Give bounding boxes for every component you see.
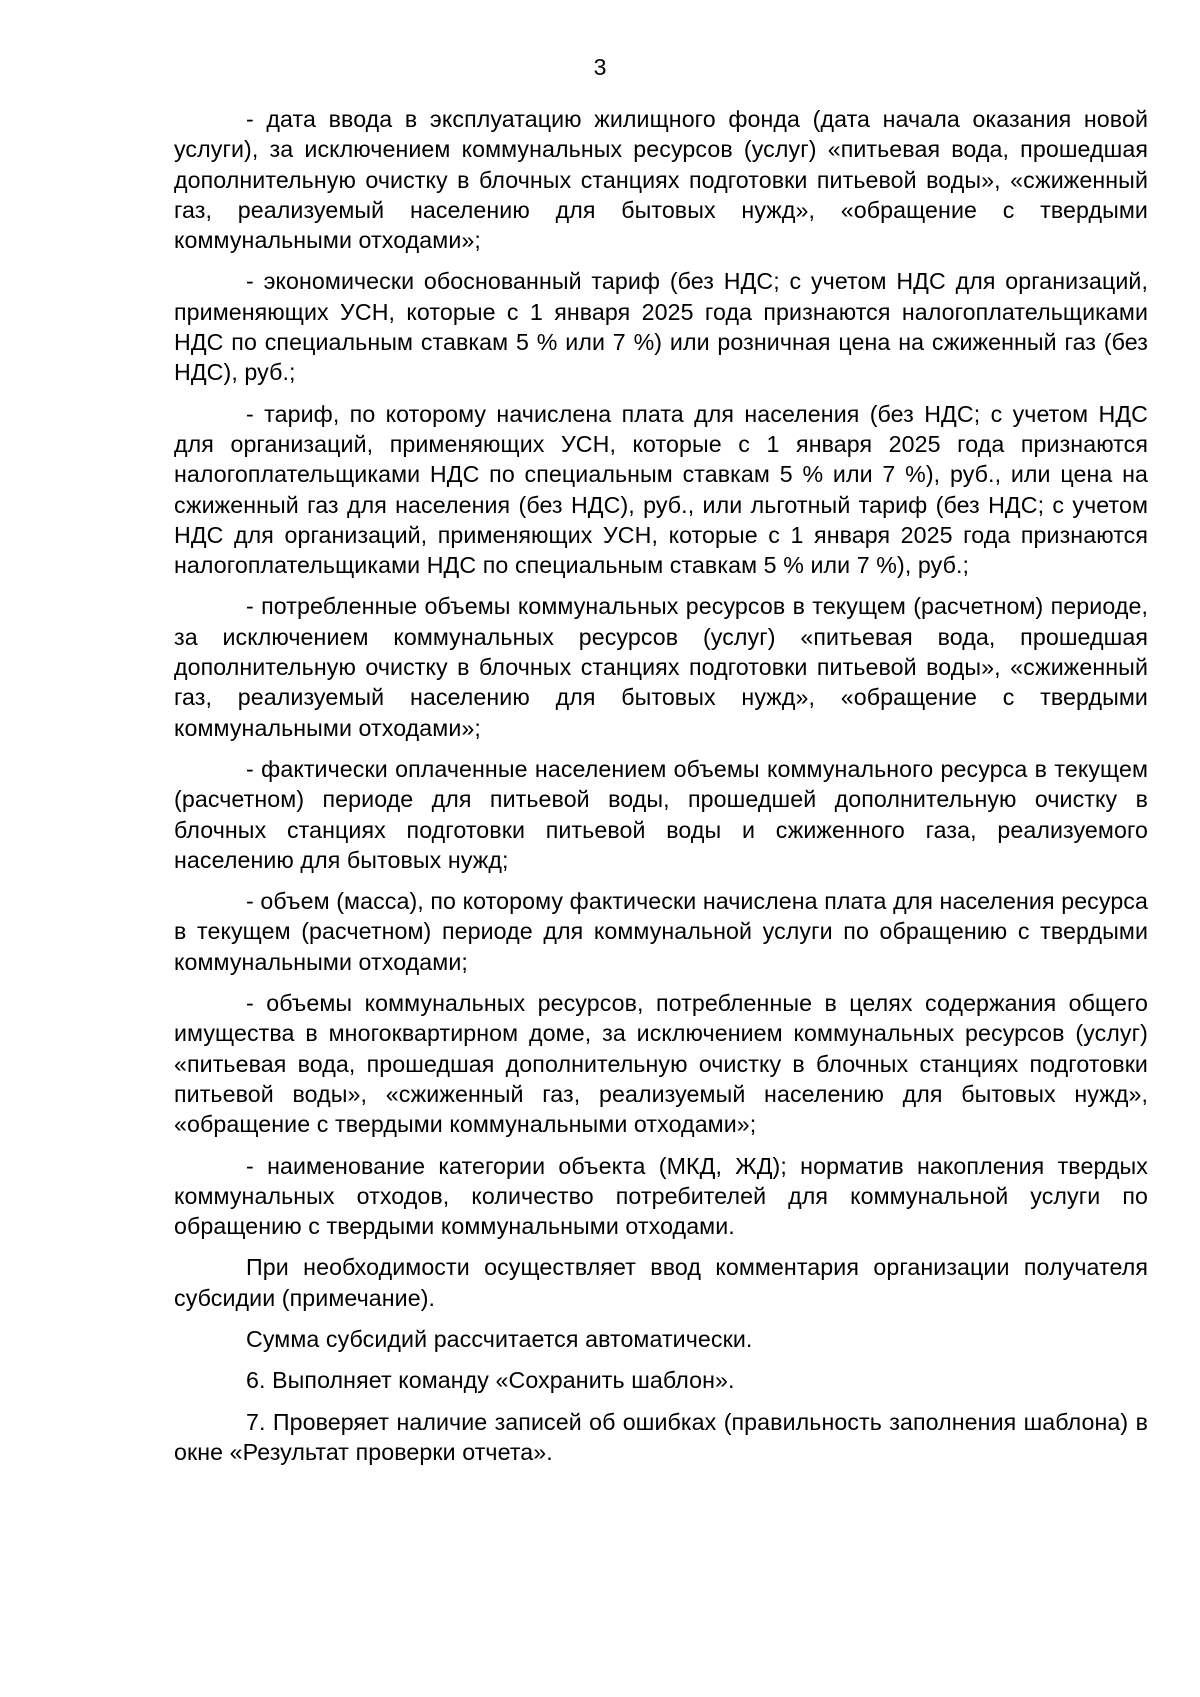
- paragraph-paid-volumes: - фактически оплаченные населением объемы коммунального ресурса в текущем (расчетном) периоде для питьевой воды, прошедшей дополнительную очистку в блочных станциях подготовки питьевой воды и сжиженного газа, реализуемого населению для бытовых нужд;: [174, 755, 1148, 873]
- document-body: [174, 104, 1148, 1478]
- paragraph-comment-input: При необходимости осуществляет ввод комментария организации получателя субсидии (примечание).: [174, 1254, 1148, 1311]
- paragraph-population-tariff: - тариф, по которому начислена плата для населения (без НДС; с учетом НДС для организаций, применяющих УСН, которые с 1 января 2025 года признаются налогоплательщиками НДС по специальным ставкам 5 % или 7 %), руб., или цена на сжиженный газ для населения (без НДС), руб., или льготный тариф (без НДС; с учетом НДС для организаций, применяющих УСН, которые с 1 января 2025 года признаются налогоплательщиками НДС по специальным ставкам 5 % или 7 %), руб.;: [174, 400, 1148, 579]
- paragraph-economic-tariff: - экономически обоснованный тариф (без НДС; с учетом НДС для организаций, применяющих УСН, которые с 1 января 2025 года признаются налогоплательщиками НДС по специальным ставкам 5 % или 7 %) или розничная цена на сжиженный газ (без НДС), руб.;: [174, 268, 1148, 386]
- paragraph-subsidy-sum: Сумма субсидий рассчитается автоматически.: [246, 1325, 753, 1352]
- paragraph-object-category: - наименование категории объекта (МКД, ЖД); норматив накопления твердых коммунальных отходов, количество потребителей для коммунальной услуги по обращению с твердыми коммунальными отходами.: [174, 1152, 1148, 1240]
- paragraph-waste-volume: - объем (масса), по которому фактически начислена плата для населения ресурса в текущем (расчетном) периоде для коммунальной услуги по обращению с твердыми коммунальными отходами;: [174, 888, 1148, 975]
- page-number: 3: [593, 54, 607, 80]
- paragraph-common-property-volumes: - объемы коммунальных ресурсов, потребленные в целях содержания общего имущества в многоквартирном доме, за исключением коммунальных ресурсов (услуг) «питьевая вода, прошедшая дополнительную очистку в блочных станциях подготовки питьевой воды», «сжиженный газ, реализуемый населению для бытовых нужд», «обращение с твердыми коммунальными отходами»;: [174, 990, 1148, 1138]
- paragraph-commissioning-date: - дата ввода в эксплуатацию жилищного фонда (дата начала оказания новой услуги), за исключением коммунальных ресурсов (услуг) «питьевая вода, прошедшая дополнительную очистку в блочных станциях подготовки питьевой воды», «сжиженный газ, реализуемый населению для бытовых нужд», «обращение с твердыми коммунальными отходами»;: [174, 106, 1148, 254]
- paragraph-consumed-volumes: - потребленные объемы коммунальных ресурсов в текущем (расчетном) периоде, за исключением коммунальных ресурсов (услуг) «питьевая вода, прошедшая дополнительную очистку в блочных станциях подготовки питьевой воды», «сжиженный газ, реализуемый населению для бытовых нужд», «обращение с твердыми коммунальными отходами»;: [174, 593, 1148, 741]
- paragraph-step-6: 6. Выполняет команду «Сохранить шаблон».: [246, 1367, 735, 1394]
- paragraph-step-7: 7. Проверяет наличие записей об ошибках (правильность заполнения шаблона) в окне «Результат проверки отчета».: [174, 1408, 1148, 1465]
